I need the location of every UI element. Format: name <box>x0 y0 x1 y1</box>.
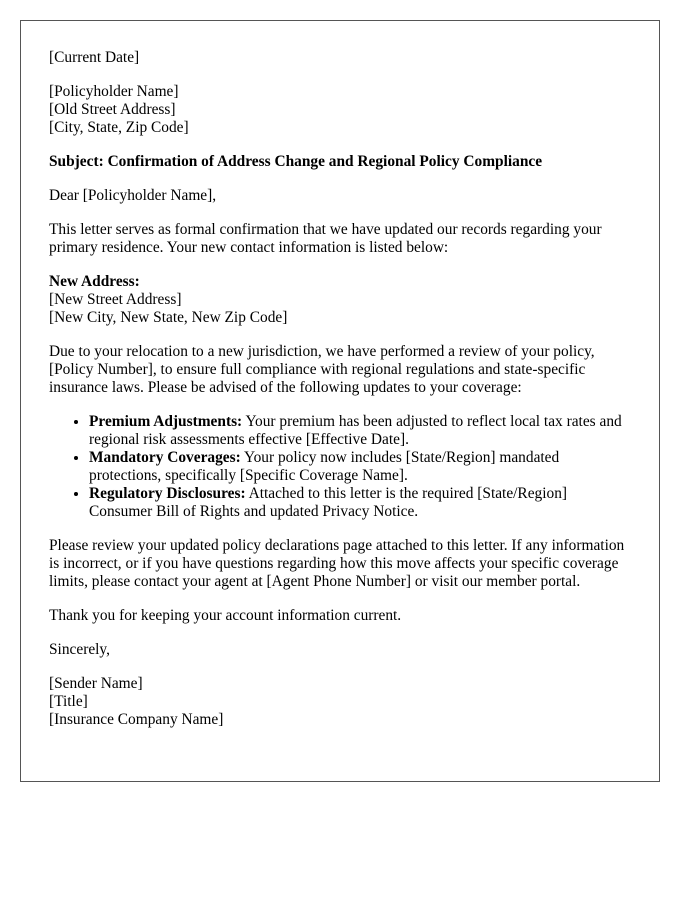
intro-paragraph: This letter serves as formal confirmation that we have updated our records regarding your primary residence. Your new contact information is listed below: <box>49 221 602 256</box>
new-address-label: New Address: <box>49 273 140 290</box>
list-item-label: Regulatory Disclosures: <box>89 485 246 502</box>
letter-subject: Subject: Confirmation of Address Change and Regional Policy Compliance <box>49 153 543 170</box>
sender-title: [Title] <box>49 693 88 710</box>
letter-page <box>20 20 660 782</box>
list-item-text: Your premium has been adjusted to reflect local tax rates and regional risk assessments effective [Effective Date]. <box>89 413 622 448</box>
letter-date <box>49 49 631 67</box>
letter-salutation: Dear [Policyholder Name], <box>49 187 217 204</box>
recipient-city-state-zip: [City, State, Zip Code] <box>49 119 189 136</box>
new-address-city-state-zip: [New City, New State, New Zip Code] <box>49 309 288 326</box>
list-item-mandatory-coverages <box>89 449 631 485</box>
list-item-label: Mandatory Coverages: <box>89 449 241 466</box>
list-item-label: Premium Adjustments: <box>89 413 243 430</box>
date-text: [Current Date] <box>49 49 140 66</box>
recipient-name: [Policyholder Name] <box>49 83 179 100</box>
list-item-text: Your policy now includes [State/Region] mandated protections, specifically [Specific Coverage Name]. <box>89 449 560 484</box>
sender-company: [Insurance Company Name] <box>49 711 224 728</box>
list-item-text: Attached to this letter is the required [State/Region] Consumer Bill of Rights and updated Privacy Notice. <box>89 485 568 520</box>
letter-signoff: Sincerely, <box>49 641 110 658</box>
review-paragraph: Due to your relocation to a new jurisdiction, we have performed a review of your policy, [Policy Number], to ensure full compliance with regional regulations and state-specific insurance laws. Please be advised of the following updates to your coverage: <box>49 343 595 396</box>
thanks-paragraph: Thank you for keeping your account information current. <box>49 607 402 624</box>
list-item-premium-adjustments <box>89 413 631 449</box>
list-item-regulatory-disclosures <box>89 485 631 521</box>
new-address-block <box>49 273 631 327</box>
recipient-address <box>49 83 631 137</box>
sender-name: [Sender Name] <box>49 675 143 692</box>
coverage-updates-list <box>49 413 631 521</box>
closing-paragraph: Please review your updated policy declarations page attached to this letter. If any information is incorrect, or if you have questions regarding how this move affects your specific coverage limits, please contact your agent at [Agent Phone Number] or visit our member portal. <box>49 537 625 590</box>
sender-signature-block <box>49 675 631 729</box>
new-address-street: [New Street Address] <box>49 291 182 308</box>
recipient-street: [Old Street Address] <box>49 101 176 118</box>
